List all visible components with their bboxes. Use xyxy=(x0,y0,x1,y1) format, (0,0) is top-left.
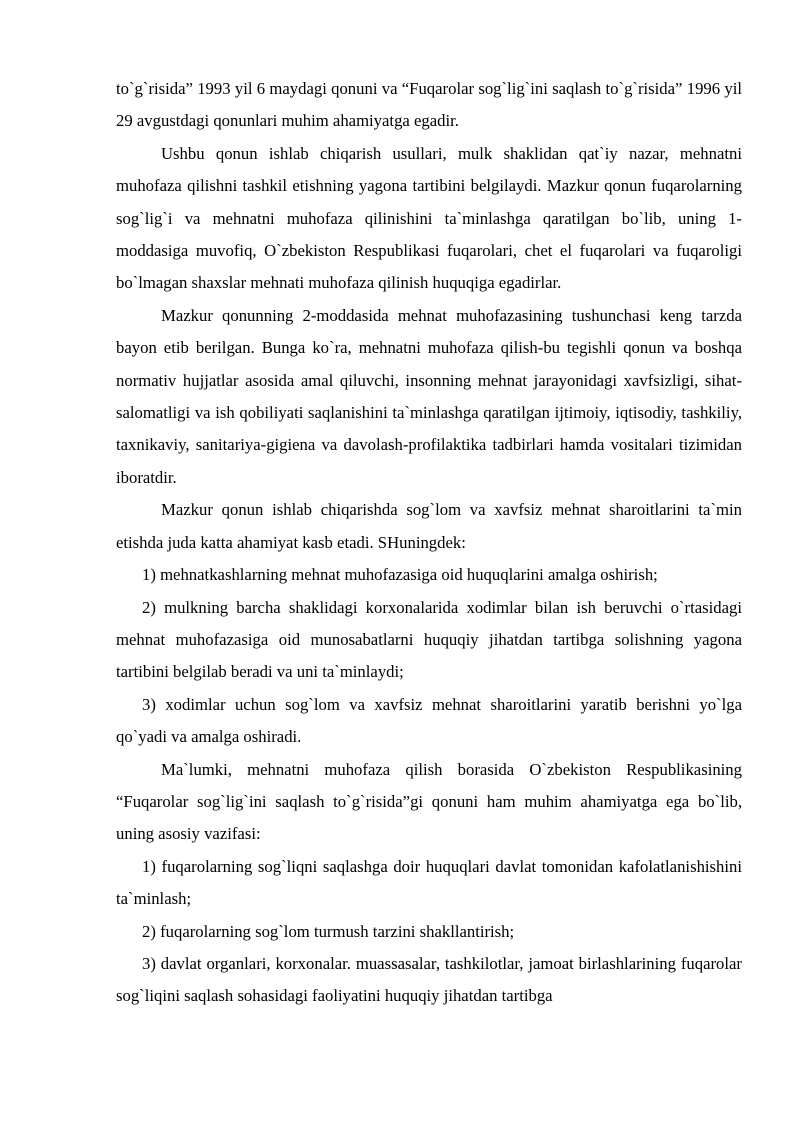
list-number: 3) xyxy=(142,694,156,714)
list-item xyxy=(116,689,742,754)
list-number: 3) xyxy=(142,953,156,973)
list-item xyxy=(116,851,742,916)
list-item-text: fuqarolarning sog`lom turmush tarzini shakllantirish; xyxy=(160,921,515,941)
paragraph-law-scope: Ushbu qonun ishlab chiqarish usullari, mulk shaklidan qat`iy nazar, mehnatni muhofaza qilishni tashkil etishning yagona tartibini belgilaydi. Mazkur qonun fuqarolarning sog`lig`i va mehnatni muhofaza qilinishini ta`minlashga qaratilgan bo`lib, uning 1-moddasiga muvofiq, O`zbekiston Respublikasi fuqarolari, chet el fuqarolari va fuqaroligi bo`lmagan shaxslar mehnati muhofaza qilinish huquqiga egadirlar. xyxy=(116,143,742,293)
list-item xyxy=(116,948,742,1013)
list-item-text: fuqarolarning sog`liqni saqlashga doir huquqlari davlat tomonidan kafolatlanishishini ta`minlash; xyxy=(116,856,742,909)
list-number: 1) xyxy=(142,856,156,876)
list-item-text: davlat organlari, korxonalar. muassasalar, tashkilotlar, jamoat birlashlarining fuqarolar sog`liqini saqlash sohasidagi faoliyatini huquqiy jihatdan tartibga xyxy=(116,953,742,1006)
paragraph-article-2: Mazkur qonunning 2-moddasida mehnat muhofazasining tushunchasi keng tarzda bayon etib berilgan. Bunga ko`ra, mehnatni muhofaza qilish-bu tegishli qonun va boshqa normativ hujjatlar asosida amal qiluvchi, insonning mehnat jarayonidagi xavfsizligi, sihat-salomatligi va ish qobiliyati saqlanishini ta`minlashga qaratilgan ijtimoiy, iqtisodiy, tashkiliy, taxnikaviy, sanitariya-gigiena va davolash-profilaktika tadbirlari hamda vositalari tizimidan iboratdir. xyxy=(116,305,742,487)
list-item-text: xodimlar uchun sog`lom va xavfsiz mehnat sharoitlarini yaratib berishni yo`lga qo`yadi va amalga oshiradi. xyxy=(116,694,742,747)
list-item xyxy=(116,916,742,948)
list-item-text: mehnatkashlarning mehnat muhofazasiga oid huquqlarini amalga oshirish; xyxy=(160,565,658,585)
list-item xyxy=(116,592,742,689)
paragraph-continuation: to`g`risida” 1993 yil 6 maydagi qonuni va “Fuqarolar sog`lig`ini saqlash to`g`risida” 1996 yil 29 avgustdagi qonunlari muhim ahamiyatga egadir. xyxy=(116,79,742,131)
paragraph-importance: Mazkur qonun ishlab chiqarishda sog`lom va xavfsiz mehnat sharoitlarini ta`min etishda juda katta ahamiyat kasb etadi. SHuningdek: xyxy=(116,500,742,552)
list-number: 2) xyxy=(142,597,156,617)
list-number: 1) xyxy=(142,565,156,585)
list-item-text: mulkning barcha shaklidagi korxonalarida xodimlar bilan ish beruvchi o`rtasidagi mehnat muhofazasiga oid munosabatlarni huquqiy jihatdan tartibga solishning yagona tartibini belgilab beradi va uni ta`minlaydi; xyxy=(116,597,743,682)
list-item xyxy=(116,559,742,591)
list-number: 2) xyxy=(142,921,156,941)
paragraph-health-law: Ma`lumki, mehnatni muhofaza qilish borasida O`zbekiston Respublikasining “Fuqarolar sog`lig`ini saqlash to`g`risida”gi qonuni ham muhim ahamiyatga ega bo`lib, uning asosiy vazifasi: xyxy=(116,759,742,844)
